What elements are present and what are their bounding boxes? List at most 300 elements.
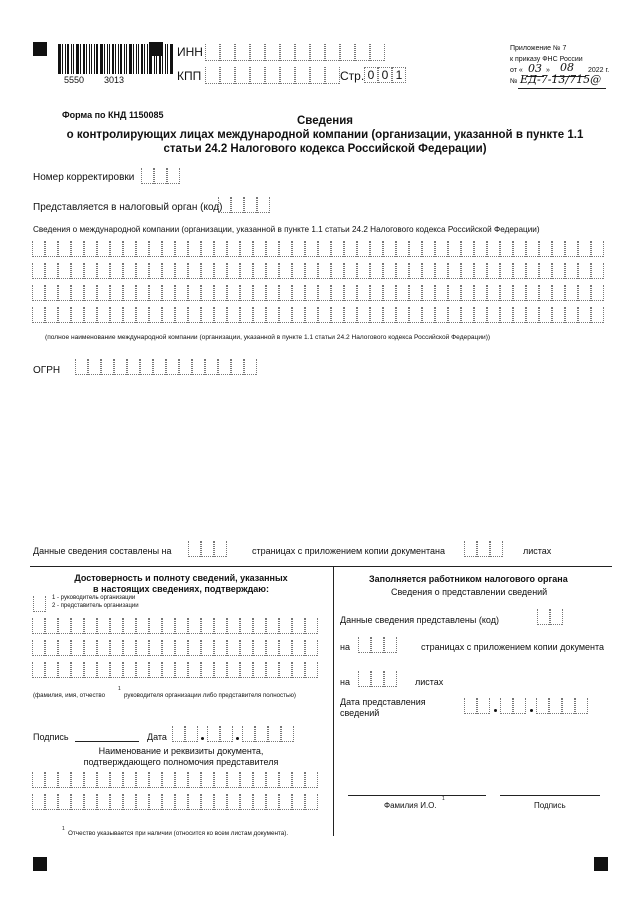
- input-cell[interactable]: [292, 307, 305, 323]
- input-cell[interactable]: [201, 618, 214, 634]
- input-cell[interactable]: [305, 618, 318, 634]
- signer-type-cell[interactable]: [33, 596, 46, 612]
- input-cell[interactable]: [292, 772, 305, 788]
- input-cell[interactable]: [513, 698, 526, 714]
- input-cell[interactable]: [565, 285, 578, 301]
- input-cell[interactable]: [140, 359, 153, 375]
- input-cell[interactable]: [32, 794, 45, 810]
- input-cell[interactable]: [266, 263, 279, 279]
- input-cell[interactable]: [266, 662, 279, 678]
- input-cell[interactable]: [240, 285, 253, 301]
- input-cell[interactable]: [331, 241, 344, 257]
- doc-row[interactable]: [32, 772, 318, 788]
- input-cell[interactable]: [461, 307, 474, 323]
- input-cell[interactable]: [279, 618, 292, 634]
- input-cell[interactable]: [370, 263, 383, 279]
- input-cell[interactable]: [331, 285, 344, 301]
- right-fio-line[interactable]: [348, 795, 486, 796]
- input-cell[interactable]: [513, 307, 526, 323]
- input-cell[interactable]: [526, 263, 539, 279]
- input-cell[interactable]: [123, 640, 136, 656]
- input-cell[interactable]: [255, 726, 268, 742]
- left-date-day[interactable]: [172, 726, 198, 742]
- input-cell[interactable]: [240, 662, 253, 678]
- input-cell[interactable]: [84, 662, 97, 678]
- input-cell[interactable]: [477, 698, 490, 714]
- input-cell[interactable]: [32, 263, 45, 279]
- input-cell[interactable]: [240, 263, 253, 279]
- input-cell[interactable]: [201, 662, 214, 678]
- input-cell[interactable]: [110, 241, 123, 257]
- input-cell[interactable]: [188, 662, 201, 678]
- input-cell[interactable]: [179, 359, 192, 375]
- input-cell[interactable]: [461, 241, 474, 257]
- input-cell[interactable]: [253, 307, 266, 323]
- input-cell[interactable]: [227, 241, 240, 257]
- input-cell[interactable]: [500, 698, 513, 714]
- input-cell[interactable]: [487, 307, 500, 323]
- input-cell[interactable]: [227, 640, 240, 656]
- input-cell[interactable]: [500, 307, 513, 323]
- input-cell[interactable]: [552, 263, 565, 279]
- input-cell[interactable]: [110, 662, 123, 678]
- input-cell[interactable]: [101, 359, 114, 375]
- input-cell[interactable]: [45, 263, 58, 279]
- input-cell[interactable]: [201, 541, 214, 557]
- right-date-month[interactable]: [500, 698, 526, 714]
- input-cell[interactable]: [214, 307, 227, 323]
- input-cell[interactable]: [578, 263, 591, 279]
- input-cell[interactable]: [310, 67, 325, 84]
- input-cell[interactable]: [578, 285, 591, 301]
- input-cell[interactable]: [250, 67, 265, 84]
- input-cell[interactable]: [537, 609, 550, 625]
- input-cell[interactable]: [396, 307, 409, 323]
- input-cell[interactable]: [32, 307, 45, 323]
- input-cell[interactable]: [396, 263, 409, 279]
- input-cell[interactable]: [500, 285, 513, 301]
- input-cell[interactable]: [318, 285, 331, 301]
- input-cell[interactable]: [305, 662, 318, 678]
- pages-count-cells[interactable]: [188, 541, 227, 557]
- input-cell[interactable]: [513, 285, 526, 301]
- input-cell[interactable]: [58, 285, 71, 301]
- input-cell[interactable]: [45, 241, 58, 257]
- input-cell[interactable]: [71, 794, 84, 810]
- input-cell[interactable]: [188, 640, 201, 656]
- input-cell[interactable]: [357, 307, 370, 323]
- input-cell[interactable]: [575, 698, 588, 714]
- input-cell[interactable]: [227, 285, 240, 301]
- input-cell[interactable]: [396, 241, 409, 257]
- input-cell[interactable]: [240, 794, 253, 810]
- input-cell[interactable]: [32, 640, 45, 656]
- input-cell[interactable]: [136, 794, 149, 810]
- correction-cells[interactable]: [141, 168, 180, 184]
- input-cell[interactable]: [58, 241, 71, 257]
- input-cell[interactable]: [448, 285, 461, 301]
- input-cell[interactable]: [201, 307, 214, 323]
- input-cell[interactable]: [235, 44, 250, 61]
- input-cell[interactable]: [136, 618, 149, 634]
- inn-cells[interactable]: [205, 44, 385, 61]
- right-date-day[interactable]: [464, 698, 490, 714]
- input-cell[interactable]: [207, 726, 220, 742]
- input-cell[interactable]: [136, 241, 149, 257]
- fio-row[interactable]: [32, 640, 318, 656]
- input-cell[interactable]: [214, 618, 227, 634]
- input-cell[interactable]: [266, 640, 279, 656]
- input-cell[interactable]: [295, 67, 310, 84]
- input-cell[interactable]: [188, 241, 201, 257]
- input-cell[interactable]: [490, 541, 503, 557]
- input-cell[interactable]: [58, 794, 71, 810]
- input-cell[interactable]: [357, 285, 370, 301]
- input-cell[interactable]: [474, 263, 487, 279]
- input-cell[interactable]: [205, 67, 220, 84]
- input-cell[interactable]: [257, 197, 270, 213]
- input-cell[interactable]: [292, 640, 305, 656]
- input-cell[interactable]: [214, 640, 227, 656]
- input-cell[interactable]: [279, 285, 292, 301]
- input-cell[interactable]: [123, 662, 136, 678]
- input-cell[interactable]: [97, 640, 110, 656]
- input-cell[interactable]: [71, 263, 84, 279]
- input-cell[interactable]: [422, 285, 435, 301]
- input-cell[interactable]: [45, 640, 58, 656]
- company-name-row[interactable]: [32, 241, 604, 257]
- input-cell[interactable]: [292, 263, 305, 279]
- input-cell[interactable]: [97, 285, 110, 301]
- input-cell[interactable]: [201, 241, 214, 257]
- input-cell[interactable]: [305, 241, 318, 257]
- input-cell[interactable]: [240, 618, 253, 634]
- input-cell[interactable]: [384, 637, 397, 653]
- input-cell[interactable]: [253, 263, 266, 279]
- input-cell[interactable]: [331, 263, 344, 279]
- input-cell[interactable]: [162, 285, 175, 301]
- input-cell[interactable]: [266, 307, 279, 323]
- input-cell[interactable]: [305, 285, 318, 301]
- input-cell[interactable]: [162, 241, 175, 257]
- input-cell[interactable]: [136, 263, 149, 279]
- input-cell[interactable]: [279, 241, 292, 257]
- input-cell[interactable]: [292, 618, 305, 634]
- input-cell[interactable]: [435, 241, 448, 257]
- input-cell[interactable]: [279, 794, 292, 810]
- input-cell[interactable]: [166, 359, 179, 375]
- input-cell[interactable]: [88, 359, 101, 375]
- input-cell[interactable]: [253, 640, 266, 656]
- input-cell[interactable]: [383, 241, 396, 257]
- input-cell[interactable]: [45, 285, 58, 301]
- input-cell[interactable]: [149, 307, 162, 323]
- input-cell[interactable]: [250, 44, 265, 61]
- input-cell[interactable]: [357, 241, 370, 257]
- input-cell[interactable]: [253, 772, 266, 788]
- input-cell[interactable]: [477, 541, 490, 557]
- input-cell[interactable]: [266, 241, 279, 257]
- input-cell[interactable]: [71, 662, 84, 678]
- input-cell[interactable]: [357, 263, 370, 279]
- input-cell[interactable]: [500, 263, 513, 279]
- input-cell[interactable]: [565, 241, 578, 257]
- input-cell[interactable]: [188, 794, 201, 810]
- company-name-row[interactable]: [32, 307, 604, 323]
- input-cell[interactable]: [240, 640, 253, 656]
- input-cell[interactable]: [71, 307, 84, 323]
- input-cell[interactable]: [123, 263, 136, 279]
- sheets-count-cells[interactable]: [464, 541, 503, 557]
- input-cell[interactable]: [149, 618, 162, 634]
- doc-row[interactable]: [32, 794, 318, 810]
- input-cell[interactable]: [266, 285, 279, 301]
- input-cell[interactable]: [110, 618, 123, 634]
- input-cell[interactable]: [279, 307, 292, 323]
- input-cell[interactable]: [268, 726, 281, 742]
- input-cell[interactable]: [58, 772, 71, 788]
- input-cell[interactable]: [422, 263, 435, 279]
- input-cell[interactable]: [32, 618, 45, 634]
- input-cell[interactable]: [305, 794, 318, 810]
- input-cell[interactable]: [331, 307, 344, 323]
- input-cell[interactable]: [58, 307, 71, 323]
- input-cell[interactable]: [75, 359, 88, 375]
- input-cell[interactable]: [218, 197, 231, 213]
- input-cell[interactable]: [188, 307, 201, 323]
- input-cell[interactable]: [214, 794, 227, 810]
- input-cell[interactable]: [591, 285, 604, 301]
- input-cell[interactable]: [358, 671, 371, 687]
- input-cell[interactable]: [409, 241, 422, 257]
- input-cell[interactable]: [136, 640, 149, 656]
- input-cell[interactable]: [281, 726, 294, 742]
- input-cell[interactable]: [149, 772, 162, 788]
- input-cell[interactable]: [550, 609, 563, 625]
- input-cell[interactable]: [265, 67, 280, 84]
- input-cell[interactable]: [253, 285, 266, 301]
- input-cell[interactable]: [549, 698, 562, 714]
- input-cell[interactable]: [235, 67, 250, 84]
- input-cell[interactable]: [97, 662, 110, 678]
- input-cell[interactable]: [188, 541, 201, 557]
- input-cell[interactable]: [396, 285, 409, 301]
- input-cell[interactable]: [280, 67, 295, 84]
- input-cell[interactable]: [279, 662, 292, 678]
- input-cell[interactable]: [188, 285, 201, 301]
- input-cell[interactable]: [279, 640, 292, 656]
- input-cell[interactable]: [435, 263, 448, 279]
- input-cell[interactable]: [344, 307, 357, 323]
- input-cell[interactable]: [292, 241, 305, 257]
- input-cell[interactable]: [240, 307, 253, 323]
- tax-authority-cells[interactable]: [218, 197, 270, 213]
- input-cell[interactable]: [162, 772, 175, 788]
- input-cell[interactable]: [167, 168, 180, 184]
- input-cell[interactable]: [370, 285, 383, 301]
- input-cell[interactable]: [32, 241, 45, 257]
- input-cell[interactable]: [45, 618, 58, 634]
- input-cell[interactable]: [123, 794, 136, 810]
- input-cell[interactable]: [539, 307, 552, 323]
- input-cell[interactable]: [71, 640, 84, 656]
- input-cell[interactable]: [123, 285, 136, 301]
- input-cell[interactable]: [97, 794, 110, 810]
- input-cell[interactable]: [487, 285, 500, 301]
- kpp-cells[interactable]: [205, 67, 340, 84]
- left-signature-line[interactable]: [75, 741, 139, 742]
- input-cell[interactable]: [110, 772, 123, 788]
- input-cell[interactable]: [149, 662, 162, 678]
- input-cell[interactable]: [383, 263, 396, 279]
- input-cell[interactable]: [383, 307, 396, 323]
- input-cell[interactable]: [305, 772, 318, 788]
- input-cell[interactable]: [265, 44, 280, 61]
- input-cell[interactable]: [218, 359, 231, 375]
- right-date-year[interactable]: [536, 698, 588, 714]
- input-cell[interactable]: [474, 241, 487, 257]
- input-cell[interactable]: [409, 263, 422, 279]
- input-cell[interactable]: [71, 285, 84, 301]
- input-cell[interactable]: [355, 44, 370, 61]
- input-cell[interactable]: [279, 772, 292, 788]
- input-cell[interactable]: [175, 794, 188, 810]
- input-cell[interactable]: [461, 285, 474, 301]
- input-cell[interactable]: [201, 772, 214, 788]
- input-cell[interactable]: [562, 698, 575, 714]
- input-cell[interactable]: [154, 168, 167, 184]
- input-cell[interactable]: [205, 44, 220, 61]
- input-cell[interactable]: [539, 285, 552, 301]
- input-cell[interactable]: [227, 662, 240, 678]
- company-name-row[interactable]: [32, 285, 604, 301]
- input-cell[interactable]: [435, 307, 448, 323]
- input-cell[interactable]: [136, 285, 149, 301]
- input-cell[interactable]: [185, 726, 198, 742]
- input-cell[interactable]: [242, 726, 255, 742]
- input-cell[interactable]: [110, 263, 123, 279]
- input-cell[interactable]: [136, 772, 149, 788]
- input-cell[interactable]: [172, 726, 185, 742]
- input-cell[interactable]: [175, 285, 188, 301]
- input-cell[interactable]: [552, 307, 565, 323]
- input-cell[interactable]: [162, 307, 175, 323]
- input-cell[interactable]: [175, 640, 188, 656]
- input-cell[interactable]: [110, 307, 123, 323]
- input-cell[interactable]: [214, 285, 227, 301]
- input-cell[interactable]: [149, 241, 162, 257]
- input-cell[interactable]: [384, 671, 397, 687]
- input-cell[interactable]: [266, 772, 279, 788]
- input-cell[interactable]: [292, 662, 305, 678]
- input-cell[interactable]: [325, 67, 340, 84]
- input-cell[interactable]: [513, 263, 526, 279]
- input-cell[interactable]: [201, 794, 214, 810]
- input-cell[interactable]: [153, 359, 166, 375]
- input-cell[interactable]: [280, 44, 295, 61]
- input-cell[interactable]: [305, 307, 318, 323]
- input-cell[interactable]: [487, 241, 500, 257]
- input-cell[interactable]: [227, 794, 240, 810]
- input-cell[interactable]: [448, 307, 461, 323]
- input-cell[interactable]: [162, 263, 175, 279]
- input-cell[interactable]: [97, 307, 110, 323]
- input-cell[interactable]: [292, 285, 305, 301]
- input-cell[interactable]: [565, 307, 578, 323]
- input-cell[interactable]: [97, 618, 110, 634]
- right-pages-cells[interactable]: [358, 637, 397, 653]
- input-cell[interactable]: [370, 241, 383, 257]
- input-cell[interactable]: [84, 263, 97, 279]
- input-cell[interactable]: [136, 662, 149, 678]
- input-cell[interactable]: [188, 618, 201, 634]
- input-cell[interactable]: [32, 285, 45, 301]
- fio-row[interactable]: [32, 618, 318, 634]
- left-date-month[interactable]: [207, 726, 233, 742]
- input-cell[interactable]: [123, 618, 136, 634]
- input-cell[interactable]: [175, 241, 188, 257]
- right-code-cells[interactable]: [537, 609, 563, 625]
- input-cell[interactable]: [58, 618, 71, 634]
- input-cell[interactable]: [214, 541, 227, 557]
- input-cell[interactable]: [84, 640, 97, 656]
- input-cell[interactable]: [371, 637, 384, 653]
- input-cell[interactable]: [539, 241, 552, 257]
- input-cell[interactable]: [409, 285, 422, 301]
- input-cell[interactable]: [591, 241, 604, 257]
- input-cell[interactable]: [227, 618, 240, 634]
- input-cell[interactable]: [240, 772, 253, 788]
- input-cell[interactable]: [305, 640, 318, 656]
- input-cell[interactable]: [33, 596, 46, 612]
- input-cell[interactable]: [123, 772, 136, 788]
- input-cell[interactable]: [84, 285, 97, 301]
- input-cell[interactable]: [97, 772, 110, 788]
- input-cell[interactable]: [32, 772, 45, 788]
- input-cell[interactable]: [162, 794, 175, 810]
- input-cell[interactable]: [84, 794, 97, 810]
- input-cell[interactable]: [149, 640, 162, 656]
- input-cell[interactable]: [474, 307, 487, 323]
- input-cell[interactable]: [448, 241, 461, 257]
- input-cell[interactable]: [448, 263, 461, 279]
- input-cell[interactable]: [188, 772, 201, 788]
- input-cell[interactable]: [227, 307, 240, 323]
- input-cell[interactable]: [292, 794, 305, 810]
- input-cell[interactable]: [244, 197, 257, 213]
- input-cell[interactable]: [318, 263, 331, 279]
- input-cell[interactable]: [253, 241, 266, 257]
- input-cell[interactable]: [214, 662, 227, 678]
- input-cell[interactable]: [344, 263, 357, 279]
- input-cell[interactable]: [97, 241, 110, 257]
- input-cell[interactable]: [201, 285, 214, 301]
- input-cell[interactable]: [371, 671, 384, 687]
- input-cell[interactable]: [435, 285, 448, 301]
- input-cell[interactable]: [201, 263, 214, 279]
- input-cell[interactable]: [409, 307, 422, 323]
- input-cell[interactable]: [175, 618, 188, 634]
- right-signature-line[interactable]: [500, 795, 600, 796]
- input-cell[interactable]: [114, 359, 127, 375]
- input-cell[interactable]: [214, 263, 227, 279]
- input-cell[interactable]: [578, 307, 591, 323]
- input-cell[interactable]: [370, 44, 385, 61]
- input-cell[interactable]: [149, 263, 162, 279]
- input-cell[interactable]: [279, 263, 292, 279]
- input-cell[interactable]: [552, 241, 565, 257]
- input-cell[interactable]: [358, 637, 371, 653]
